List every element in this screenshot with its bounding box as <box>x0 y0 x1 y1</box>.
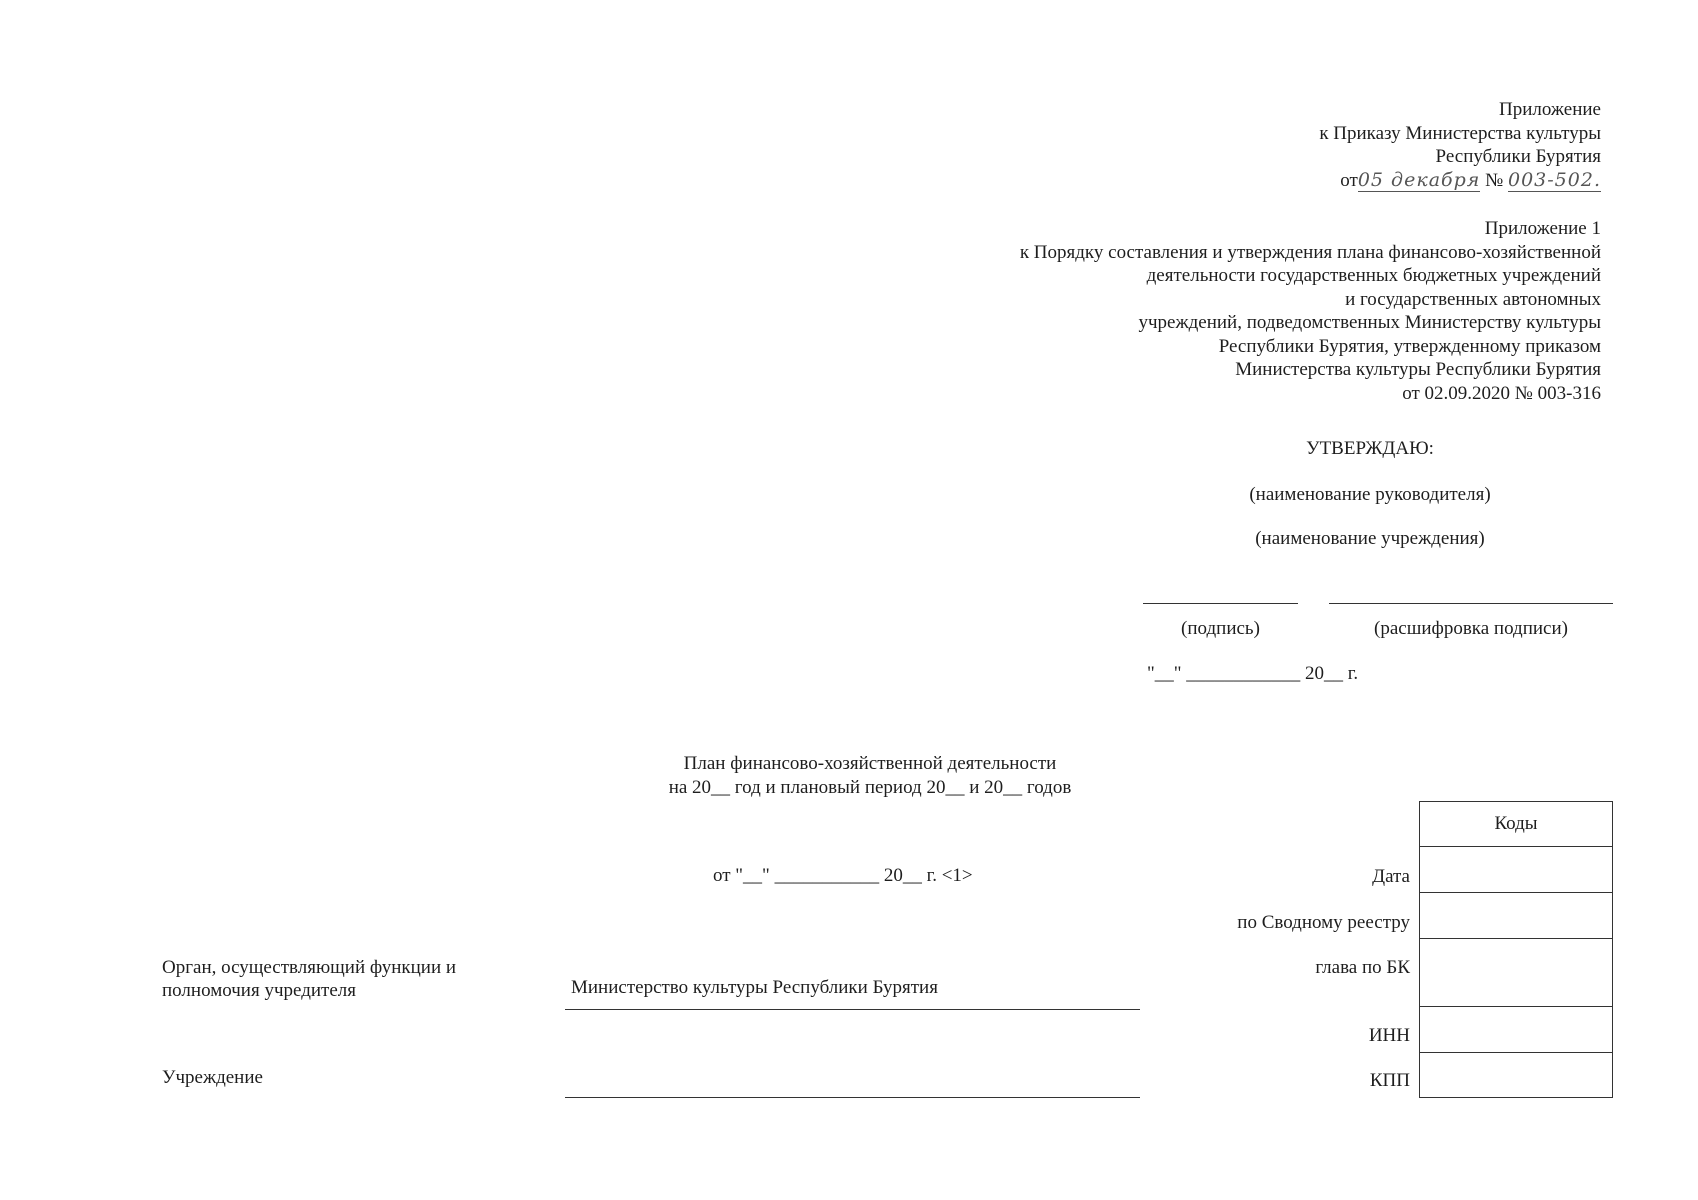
founder-label <box>162 956 456 1002</box>
appendix-title: Приложение <box>1499 99 1601 120</box>
code-cell-date <box>1420 847 1613 893</box>
code-label-inn: ИНН <box>1368 1025 1410 1046</box>
codes-table <box>1419 801 1613 1098</box>
plan-title-line1: План финансово-хозяйственной деятельности <box>683 753 1057 774</box>
appendix-republic: Республики Бурятия <box>1435 146 1601 167</box>
founder-label-line2: полномочия учредителя <box>162 980 356 1001</box>
head-name-caption: (наименование руководителя) <box>1249 484 1491 505</box>
approval-title: УТВЕРЖДАЮ: <box>1306 438 1434 459</box>
appendix1-line: деятельности государственных бюджетных учреждений <box>1146 265 1601 286</box>
code-label-budget-chapter: глава по БК <box>1315 957 1410 978</box>
appendix-order-ref: к Приказу Министерства культуры <box>1319 122 1601 144</box>
appendix1-line: от 02.09.2020 № 003-316 <box>1402 382 1601 404</box>
appendix-order-no-sign: № <box>1485 169 1504 191</box>
code-label-consolidated-registry: по Сводному реестру <box>1237 912 1410 933</box>
plan-date-line: от "__" ___________ 20__ г. <1> <box>713 865 973 886</box>
plan-title-line2: на 20__ год и плановый период 20__ и 20__ годов <box>668 777 1072 798</box>
founder-value-line <box>565 1009 1140 1010</box>
founder-value: Министерство культуры Республики Бурятия <box>571 977 938 998</box>
code-label-kpp: КПП <box>1369 1070 1410 1091</box>
approval-date-line: "__" ____________ 20__ г. <box>1147 663 1359 684</box>
appendix-order-date-line <box>801 169 1601 193</box>
plan-title <box>570 752 1170 800</box>
appendix1-line: Министерства культуры Республики Бурятия <box>1235 359 1601 380</box>
code-cell-kpp <box>1420 1053 1613 1098</box>
appendix1-line: к Порядку составления и утверждения плана финансово-хозяйственной <box>1019 241 1601 263</box>
appendix1-line: учреждений, подведомственных Министерству культуры <box>1138 312 1601 333</box>
appendix1-line: и государственных автономных <box>1345 288 1601 310</box>
codes-header: Коды <box>1420 802 1613 847</box>
founder-label-line1: Орган, осуществляющий функции и <box>162 957 457 978</box>
institution-value-line <box>565 1097 1140 1098</box>
signature-decode-line <box>1329 603 1613 604</box>
appendix1-line: Приложение 1 <box>1484 218 1601 239</box>
signature-line <box>1143 603 1298 604</box>
appendix1-line: Республики Бурятия, утвержденному приказом <box>1218 335 1601 357</box>
institution-name-caption: (наименование учреждения) <box>1255 528 1485 549</box>
handwritten-order-date: 05 декабря <box>1357 168 1481 191</box>
signature-caption: (подпись) <box>1181 618 1260 639</box>
appendix1-header <box>801 217 1601 405</box>
code-cell-consolidated-registry <box>1420 893 1613 939</box>
code-cell-inn <box>1420 1007 1613 1053</box>
code-label-date: Дата <box>1372 866 1410 887</box>
institution-label: Учреждение <box>162 1067 263 1088</box>
appendix-order-date-prefix: от <box>1340 169 1358 191</box>
appendix-header <box>801 98 1601 192</box>
signature-decode-caption: (расшифровка подписи) <box>1374 618 1568 639</box>
handwritten-order-number: 003-502. <box>1508 168 1601 191</box>
code-cell-budget-chapter <box>1420 939 1613 1007</box>
